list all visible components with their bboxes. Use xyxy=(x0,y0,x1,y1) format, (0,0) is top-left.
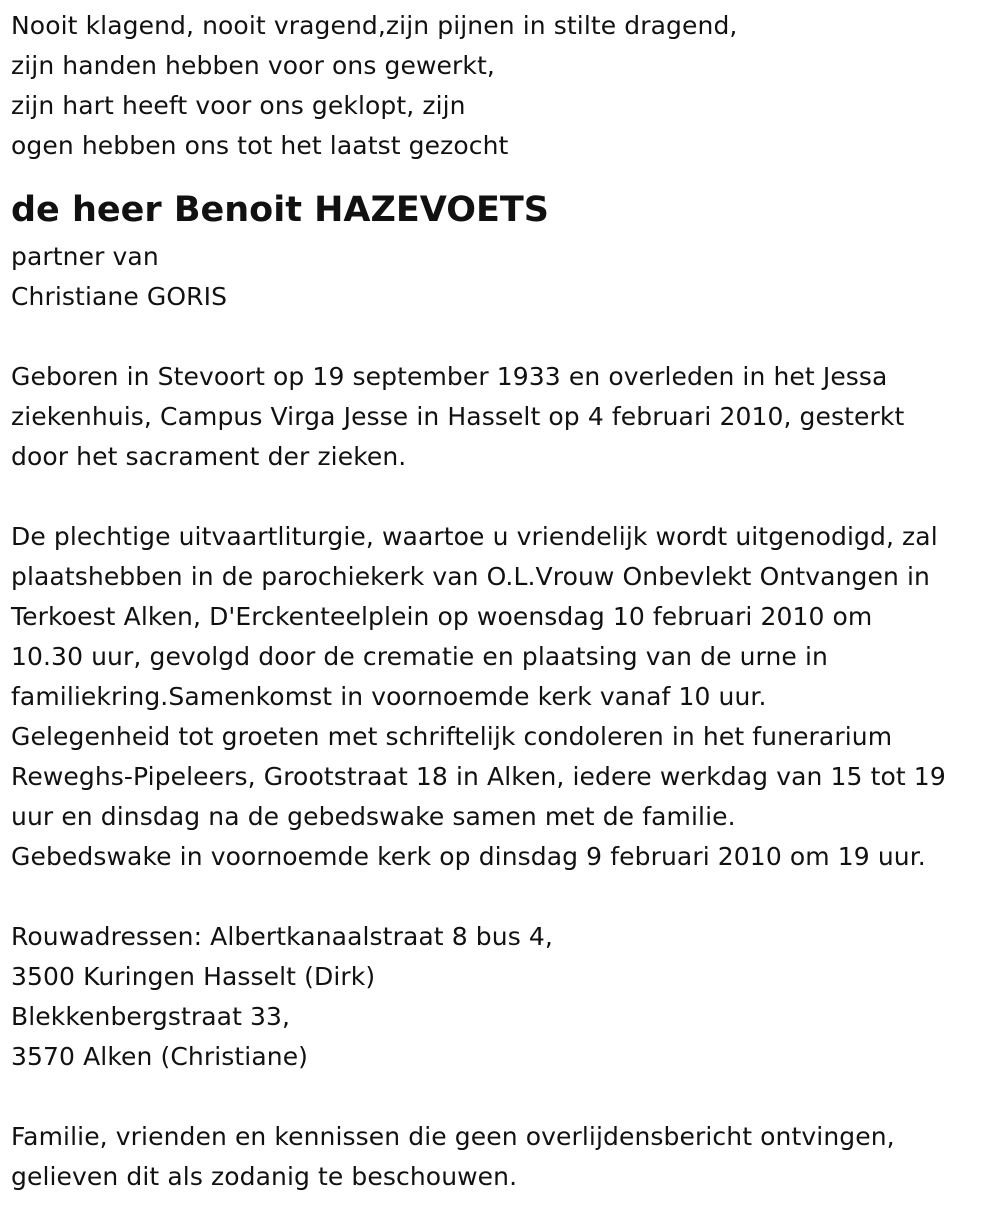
partner-name: Christiane GORIS xyxy=(11,282,228,311)
address-line: Blekkenbergstraat 33, xyxy=(11,1002,291,1031)
paragraph-line: Gelegenheid tot groeten met schriftelijk condoleren in het funerarium xyxy=(11,722,893,751)
spacer xyxy=(11,317,996,357)
paragraph-line: ziekenhuis, Campus Virga Jesse in Hasselt op 4 februari 2010, gesterkt xyxy=(11,402,905,431)
paragraph-line: De plechtige uitvaartliturgie, waartoe u vriendelijk wordt uitgenodigd, zal xyxy=(11,522,938,551)
closing-section xyxy=(11,1117,996,1197)
addresses-section xyxy=(11,917,996,1077)
deceased-name: de heer Benoit HAZEVOETS xyxy=(11,190,549,230)
poem-section xyxy=(11,6,996,166)
poem-line: ogen hebben ons tot het laatst gezocht xyxy=(11,131,509,160)
paragraph-line: Reweghs-Pipeleers, Grootstraat 18 in Alken, iedere werkdag van 15 tot 19 xyxy=(11,762,946,791)
obituary-notice xyxy=(11,6,996,1197)
paragraph-line: Familie, vrienden en kennissen die geen overlijdensbericht ontvingen, xyxy=(11,1122,895,1151)
paragraph-line: Geboren in Stevoort op 19 september 1933 en overleden in het Jessa xyxy=(11,362,888,391)
relation-label: partner van xyxy=(11,242,159,271)
address-line: Rouwadressen: Albertkanaalstraat 8 bus 4, xyxy=(11,922,553,951)
spacer xyxy=(11,1077,996,1117)
birth-death-section xyxy=(11,357,996,477)
funeral-section xyxy=(11,517,996,877)
paragraph-line: familiekring.Samenkomst in voornoemde kerk vanaf 10 uur. xyxy=(11,682,767,711)
paragraph-line: uur en dinsdag na de gebedswake samen met de familie. xyxy=(11,802,736,831)
paragraph-line: Terkoest Alken, D'Erckenteelplein op woensdag 10 februari 2010 om xyxy=(11,602,873,631)
paragraph-line: door het sacrament der zieken. xyxy=(11,442,407,471)
spacer xyxy=(11,877,996,917)
poem-line: zijn handen hebben voor ons gewerkt, xyxy=(11,51,495,80)
paragraph-line: gelieven dit als zodanig te beschouwen. xyxy=(11,1162,518,1191)
poem-line: Nooit klagend, nooit vragend,zijn pijnen in stilte dragend, xyxy=(11,11,738,40)
address-line: 3570 Alken (Christiane) xyxy=(11,1042,309,1071)
address-line: 3500 Kuringen Hasselt (Dirk) xyxy=(11,962,376,991)
poem-line: zijn hart heeft voor ons geklopt, zijn xyxy=(11,91,466,120)
spacer xyxy=(11,477,996,517)
paragraph-line: plaatshebben in de parochiekerk van O.L.Vrouw Onbevlekt Ontvangen in xyxy=(11,562,930,591)
paragraph-line: Gebedswake in voornoemde kerk op dinsdag 9 februari 2010 om 19 uur. xyxy=(11,842,926,871)
paragraph-line: 10.30 uur, gevolgd door de crematie en plaatsing van de urne in xyxy=(11,642,828,671)
